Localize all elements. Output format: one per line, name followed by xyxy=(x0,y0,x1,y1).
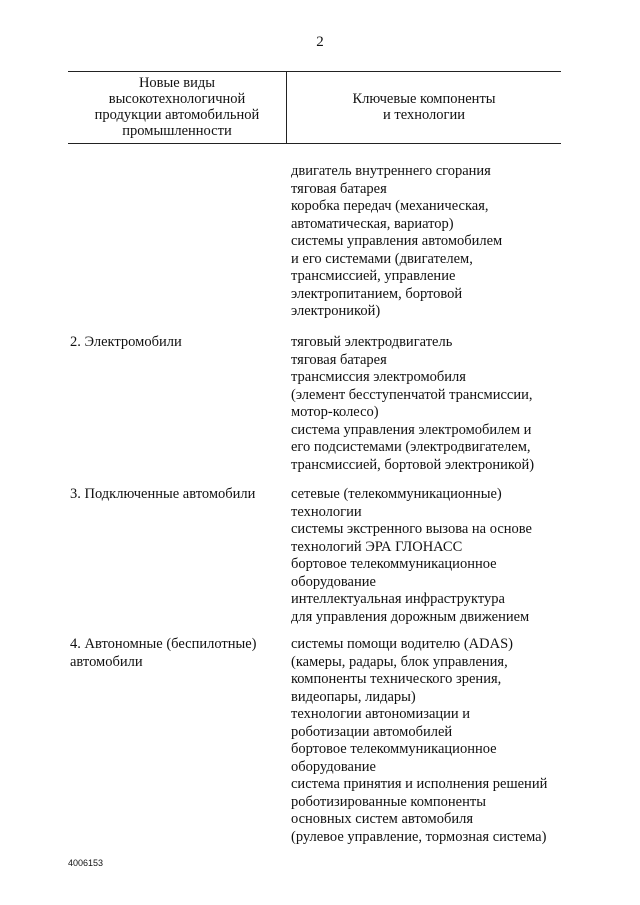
list-item: системы управления автомобилем и его системами (двигателем, трансмиссией, управление электропитанием, бортовой электроникой) xyxy=(291,233,503,319)
list-item: роботизированные компоненты основных систем автомобиля (рулевое управление, тормозная система) xyxy=(291,793,547,845)
list-item: системы экстренного вызова на основе технологий ЭРА ГЛОНАСС xyxy=(291,521,532,555)
row-label: 3. Подключенные автомобили xyxy=(70,486,256,502)
header-left xyxy=(68,75,286,139)
row-items xyxy=(291,334,581,474)
document-id: 4006153 xyxy=(68,858,104,868)
row-items xyxy=(291,636,581,846)
list-item: бортовое телекоммуникационное оборудование xyxy=(291,556,497,590)
header-left-text: Новые виды высокотехнологичной продукции автомобильной промышленности xyxy=(94,75,260,139)
row-label: 4. Автономные (беспилотные) автомобили xyxy=(70,636,257,670)
list-item: тяговая батарея xyxy=(291,180,387,197)
header-right-text: Ключевые компоненты и технологии xyxy=(352,91,496,123)
table-row xyxy=(0,163,640,334)
row-items xyxy=(291,163,581,321)
list-item: сетевые (телекоммуникационные) технологии xyxy=(291,486,502,520)
list-item: трансмиссия электромобиля (элемент бесступенчатой трансмиссии, мотор-колесо) xyxy=(291,369,533,420)
row-items xyxy=(291,486,581,626)
table-row xyxy=(0,334,640,486)
table-row xyxy=(0,636,640,846)
table-header-rule xyxy=(68,143,561,144)
header-right xyxy=(287,91,561,123)
table-row xyxy=(0,486,640,636)
list-item: интеллектуальная инфраструктура для управления дорожным движением xyxy=(291,591,530,625)
list-item: система управления электромобилем и его подсистемами (электродвигателем, трансмиссией, бортовой электроникой) xyxy=(291,421,535,473)
list-item: системы помощи водителю (ADAS) (камеры, радары, блок управления, компоненты технического зрения, видеопары, лидары) xyxy=(291,636,513,705)
list-item: технологии автономизации и роботизации автомобилей xyxy=(291,706,471,740)
list-item: коробка передач (механическая, автоматическая, вариатор) xyxy=(291,198,489,232)
page-number: 2 xyxy=(316,34,324,50)
list-item: тяговый электродвигатель xyxy=(291,334,453,350)
list-item: бортовое телекоммуникационное оборудование xyxy=(291,741,497,775)
row-label: 2. Электромобили xyxy=(70,334,182,350)
list-item: система принятия и исполнения решений xyxy=(291,776,548,792)
table-top-rule xyxy=(68,71,561,72)
table-body xyxy=(0,163,640,846)
list-item: двигатель внутреннего сгорания xyxy=(291,163,491,179)
list-item: тяговая батарея xyxy=(291,351,387,368)
